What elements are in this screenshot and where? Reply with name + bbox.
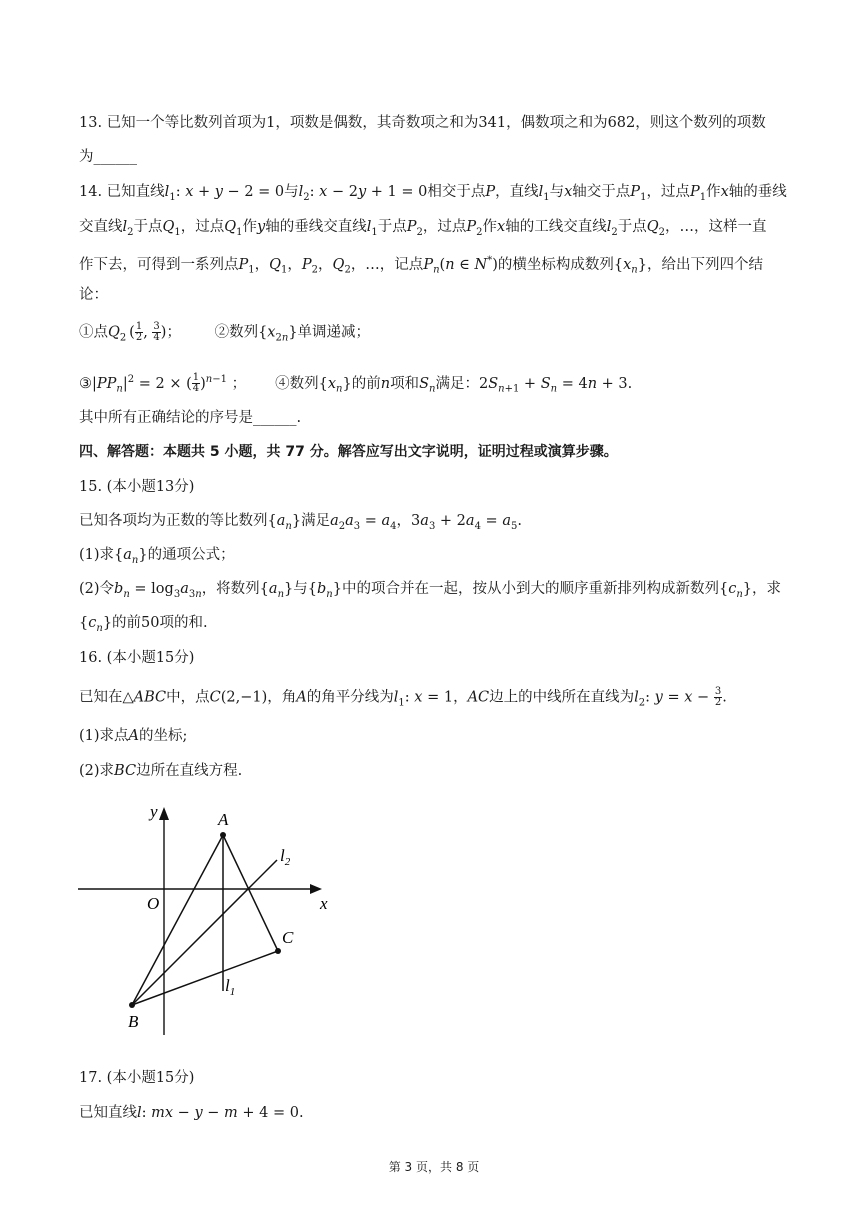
q14-prompt: 其中所有正确结论的序号是______. (79, 410, 302, 426)
q14-line-3: 作下去，可得到一系列点$P_1$，$Q_1$，$P_2$，$Q_2$，…，记点$P_n(n$ ∈ N*)的横坐标构成数列$\{x_n\}$，给出下列四个结 (79, 255, 763, 276)
q15-header: 15. (本小题13分) (79, 479, 195, 495)
q16-header: 16. (本小题15分) (79, 650, 195, 666)
page-footer: 第 3 页，共 8 页 (388, 1160, 480, 1174)
q15-part-1: (1)求$\{a_n\}$的通项公式； (79, 547, 235, 566)
q14-option-1-2: ①点$Q_2$ ( $\frac{1}{2}$ , $\frac{3}{4}$ )； ②数列$\{x_{2n}\}$单调递减； (79, 321, 371, 344)
q15-part-2: (2)令$b_n = \log_3a_{3n}$，将数列$\{a_n\}$与$\{b_n\}$中的项合并在一起，按从小到大的顺序重新排列构成新数列$\{c_n\}$，求 (79, 581, 781, 600)
q15-stem: 已知各项均为正数的等比数列$\{a_n\}$满足$a_2a_3 = a_4$，$3a_3 + 2a_4 = a_5$. (79, 513, 522, 532)
point-a (220, 832, 226, 838)
q14-line-4: 论： (79, 287, 108, 303)
side-ac (223, 835, 278, 951)
point-c (275, 948, 281, 954)
line-l2 (132, 860, 277, 1005)
q15-part-2-cont: $\{c_n\}$的前50项的和. (79, 615, 208, 634)
label-c: C (282, 928, 294, 947)
side-bc (132, 951, 278, 1005)
q16-part-2: (2)求BC边所在直线方程. (79, 763, 243, 779)
label-l2: $l_2$ (280, 846, 291, 868)
q17-header: 17. (本小题15分) (79, 1070, 195, 1086)
label-l1: $l_1$ (225, 976, 236, 998)
q14-line-1: 14. 已知直线$l_1$: x + y − 2 = 0与$l_2$: x − 2y + 1 = 0相交于点P，直线$l_1$与x轴交于点$P_1$，过点$P_1$作x轴的垂线 (79, 184, 787, 203)
label-a: A (218, 810, 229, 829)
point-b (129, 1002, 135, 1008)
triangle-figure (70, 795, 350, 1045)
x-axis-arrow (310, 884, 322, 894)
q14-option-3-4: $③|PP_n|^2 = 2$ × ( $\frac{1}{4}$ )$^{n-1}$ ； ④数列$\{x_n\}$的前n项和$S_n$满足：$2S_{n+1} + S_n = 4n + 3$. (79, 372, 633, 395)
q16-part-1: (1)求点A的坐标; (79, 728, 188, 744)
q14-line-2: 交直线$l_2$于点$Q_1$，过点$Q_1$作y轴的垂线交直线$l_1$于点$P_2$，过点$P_2$作x轴的工线交直线$l_2$于点$Q_2$，…，这样一直 (79, 219, 767, 238)
y-axis-arrow (159, 807, 169, 820)
q13-line-2: 为______ (79, 149, 137, 165)
side-ab (132, 835, 223, 1005)
section-heading: 四、解答题：本题共 5 小题，共 77 分。解答应写出文字说明，证明过程或演算步骤。 (79, 444, 618, 460)
label-b: B (128, 1012, 139, 1031)
q17-stem: 已知直线l: mx − y − m + 4 = 0. (79, 1105, 304, 1121)
label-o: O (147, 894, 160, 913)
label-y: y (150, 802, 158, 821)
label-x: x (320, 894, 328, 913)
q16-stem: 已知在△ABC中，点C(2,−1)，角A的角平分线为$l_1$: x = 1，AC边上的中线所在直线为$l_2$: y = x − $\frac{3}{2}$ . (79, 686, 727, 709)
q13-line-1: 13. 已知一个等比数列首项为1，项数是偶数，其奇数项之和为341，偶数项之和为682，则这个数列的项数 (79, 115, 766, 131)
